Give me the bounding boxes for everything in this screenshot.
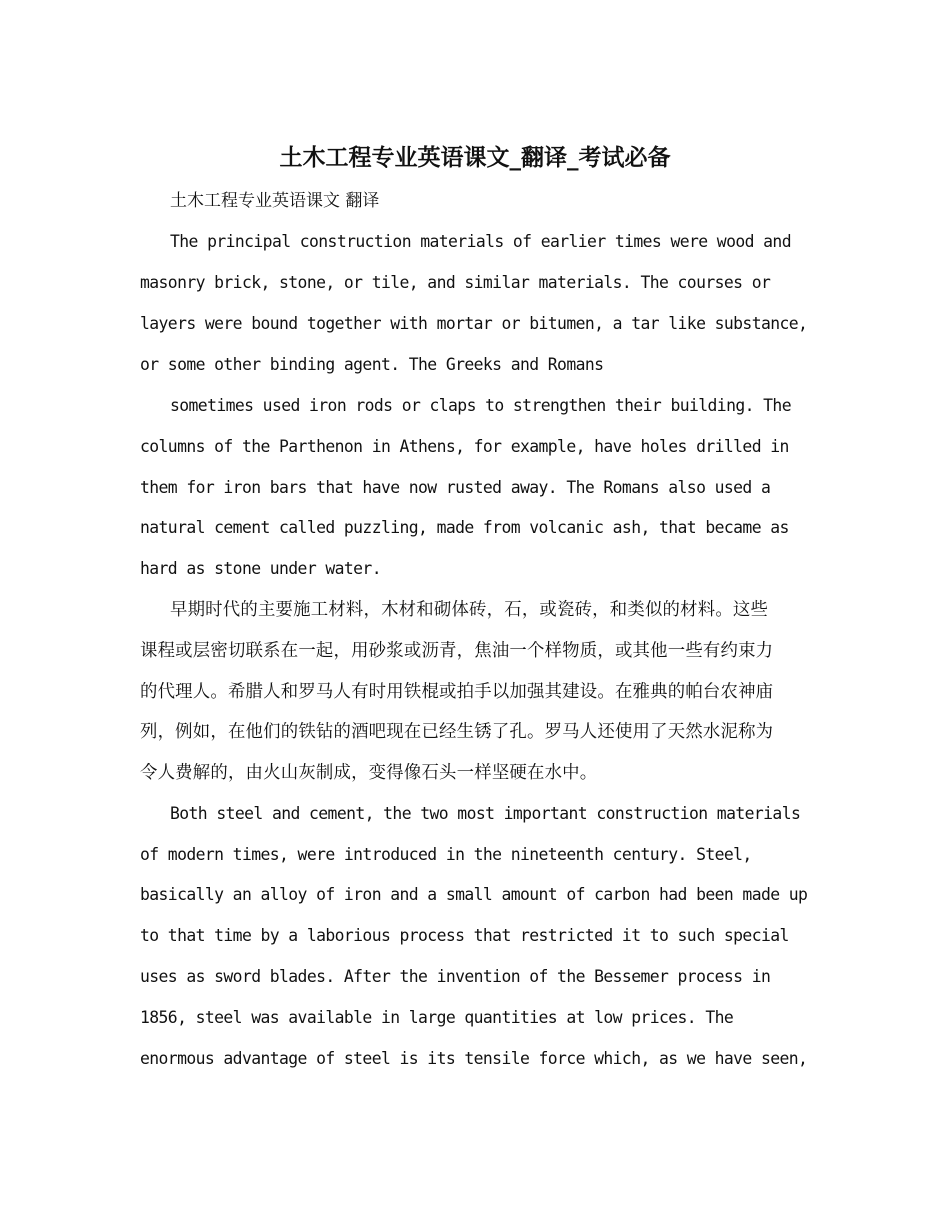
text-line: enormous advantage of steel is its tensile force which, as we have seen, <box>140 1049 808 1068</box>
translation-line: 的代理人。希腊人和罗马人有时用铁棍或拍手以加强其建设。在雅典的帕台农神庙 <box>140 682 774 702</box>
translation-line: 令人费解的，由火山灰制成，变得像石头一样坚硬在水中。 <box>140 763 598 783</box>
text-line: sometimes used iron rods or claps to strengthen their building. The <box>170 396 791 415</box>
translation-line: 课程或层密切联系在一起，用砂浆或沥青，焦油一个样物质，或其他一些有约束力 <box>140 641 774 661</box>
text-line: 1856, steel was available in large quantities at low prices. The <box>140 1008 734 1027</box>
text-line: to that time by a laborious process that restricted it to such special <box>140 926 789 945</box>
text-line: uses as sword blades. After the invention of the Bessemer process in <box>140 967 771 986</box>
text-line: columns of the Parthenon in Athens, for example, have holes drilled in <box>140 437 789 456</box>
document-subtitle: 土木工程专业英语课文 翻译 <box>170 191 380 211</box>
text-line: basically an alloy of iron and a small amount of carbon had been made up <box>140 885 808 904</box>
text-line: The principal construction materials of earlier times were wood and <box>170 232 791 251</box>
text-line: Both steel and cement, the two most important construction materials <box>170 804 801 823</box>
text-line: of modern times, were introduced in the nineteenth century. Steel, <box>140 845 752 864</box>
text-line: them for iron bars that have now rusted away. The Romans also used a <box>140 478 771 497</box>
text-line: layers were bound together with mortar or bitumen, a tar like substance, <box>140 314 808 333</box>
text-line: hard as stone under water. <box>140 559 381 578</box>
text-line: natural cement called puzzling, made from volcanic ash, that became as <box>140 518 789 537</box>
translation-line: 列，例如，在他们的铁钻的酒吧现在已经生锈了孔。罗马人还使用了天然水泥称为 <box>140 722 774 742</box>
text-line: masonry brick, stone, or tile, and similar materials. The courses or <box>140 273 771 292</box>
text-line: or some other binding agent. The Greeks and Romans <box>140 355 604 374</box>
document-title: 土木工程专业英语课文_翻译_考试必备 <box>279 144 671 171</box>
translation-line: 早期时代的主要施工材料，木材和砌体砖，石，或瓷砖，和类似的材料。这些 <box>170 600 769 620</box>
